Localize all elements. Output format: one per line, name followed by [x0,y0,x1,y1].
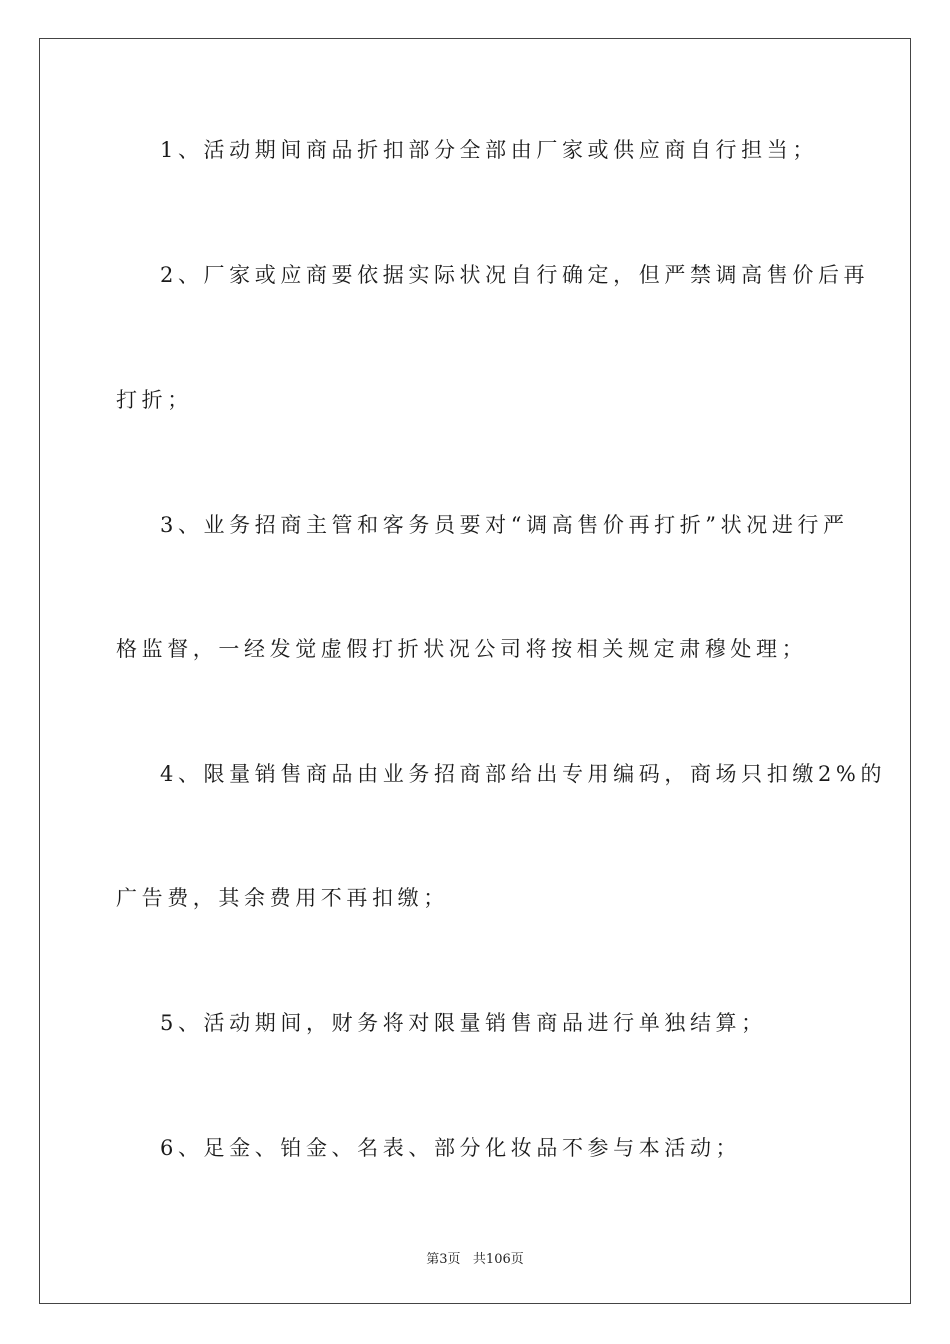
page-frame [39,38,911,1304]
paragraph-4-line-1: 4、限量销售商品由业务招商部给出专用编码，商场只扣缴2%的 [160,762,887,786]
paragraph-6-line-1: 6、足金、铂金、名表、部分化妆品不参与本活动； [160,1136,742,1160]
paragraph-4-line-2: 广告费，其余费用不再扣缴； [116,886,449,910]
paragraph-2-line-1: 2、厂家或应商要依据实际状况自行确定，但严禁调高售价后再 [160,263,870,287]
paragraph-3-line-2: 格监督，一经发觉虚假打折状况公司将按相关规定肃穆处理； [116,637,808,661]
paragraph-3-line-1: 3、业务招商主管和客务员要对“调高售价再打折”状况进行严 [160,513,849,537]
paragraph-5-line-1: 5、活动期间，财务将对限量销售商品进行单独结算； [160,1011,767,1035]
page-number-footer: 第3页 共106页 [426,1252,524,1267]
paragraph-2-line-2: 打折； [116,388,193,412]
paragraph-1-line-1: 1、活动期间商品折扣部分全部由厂家或供应商自行担当； [160,138,818,162]
